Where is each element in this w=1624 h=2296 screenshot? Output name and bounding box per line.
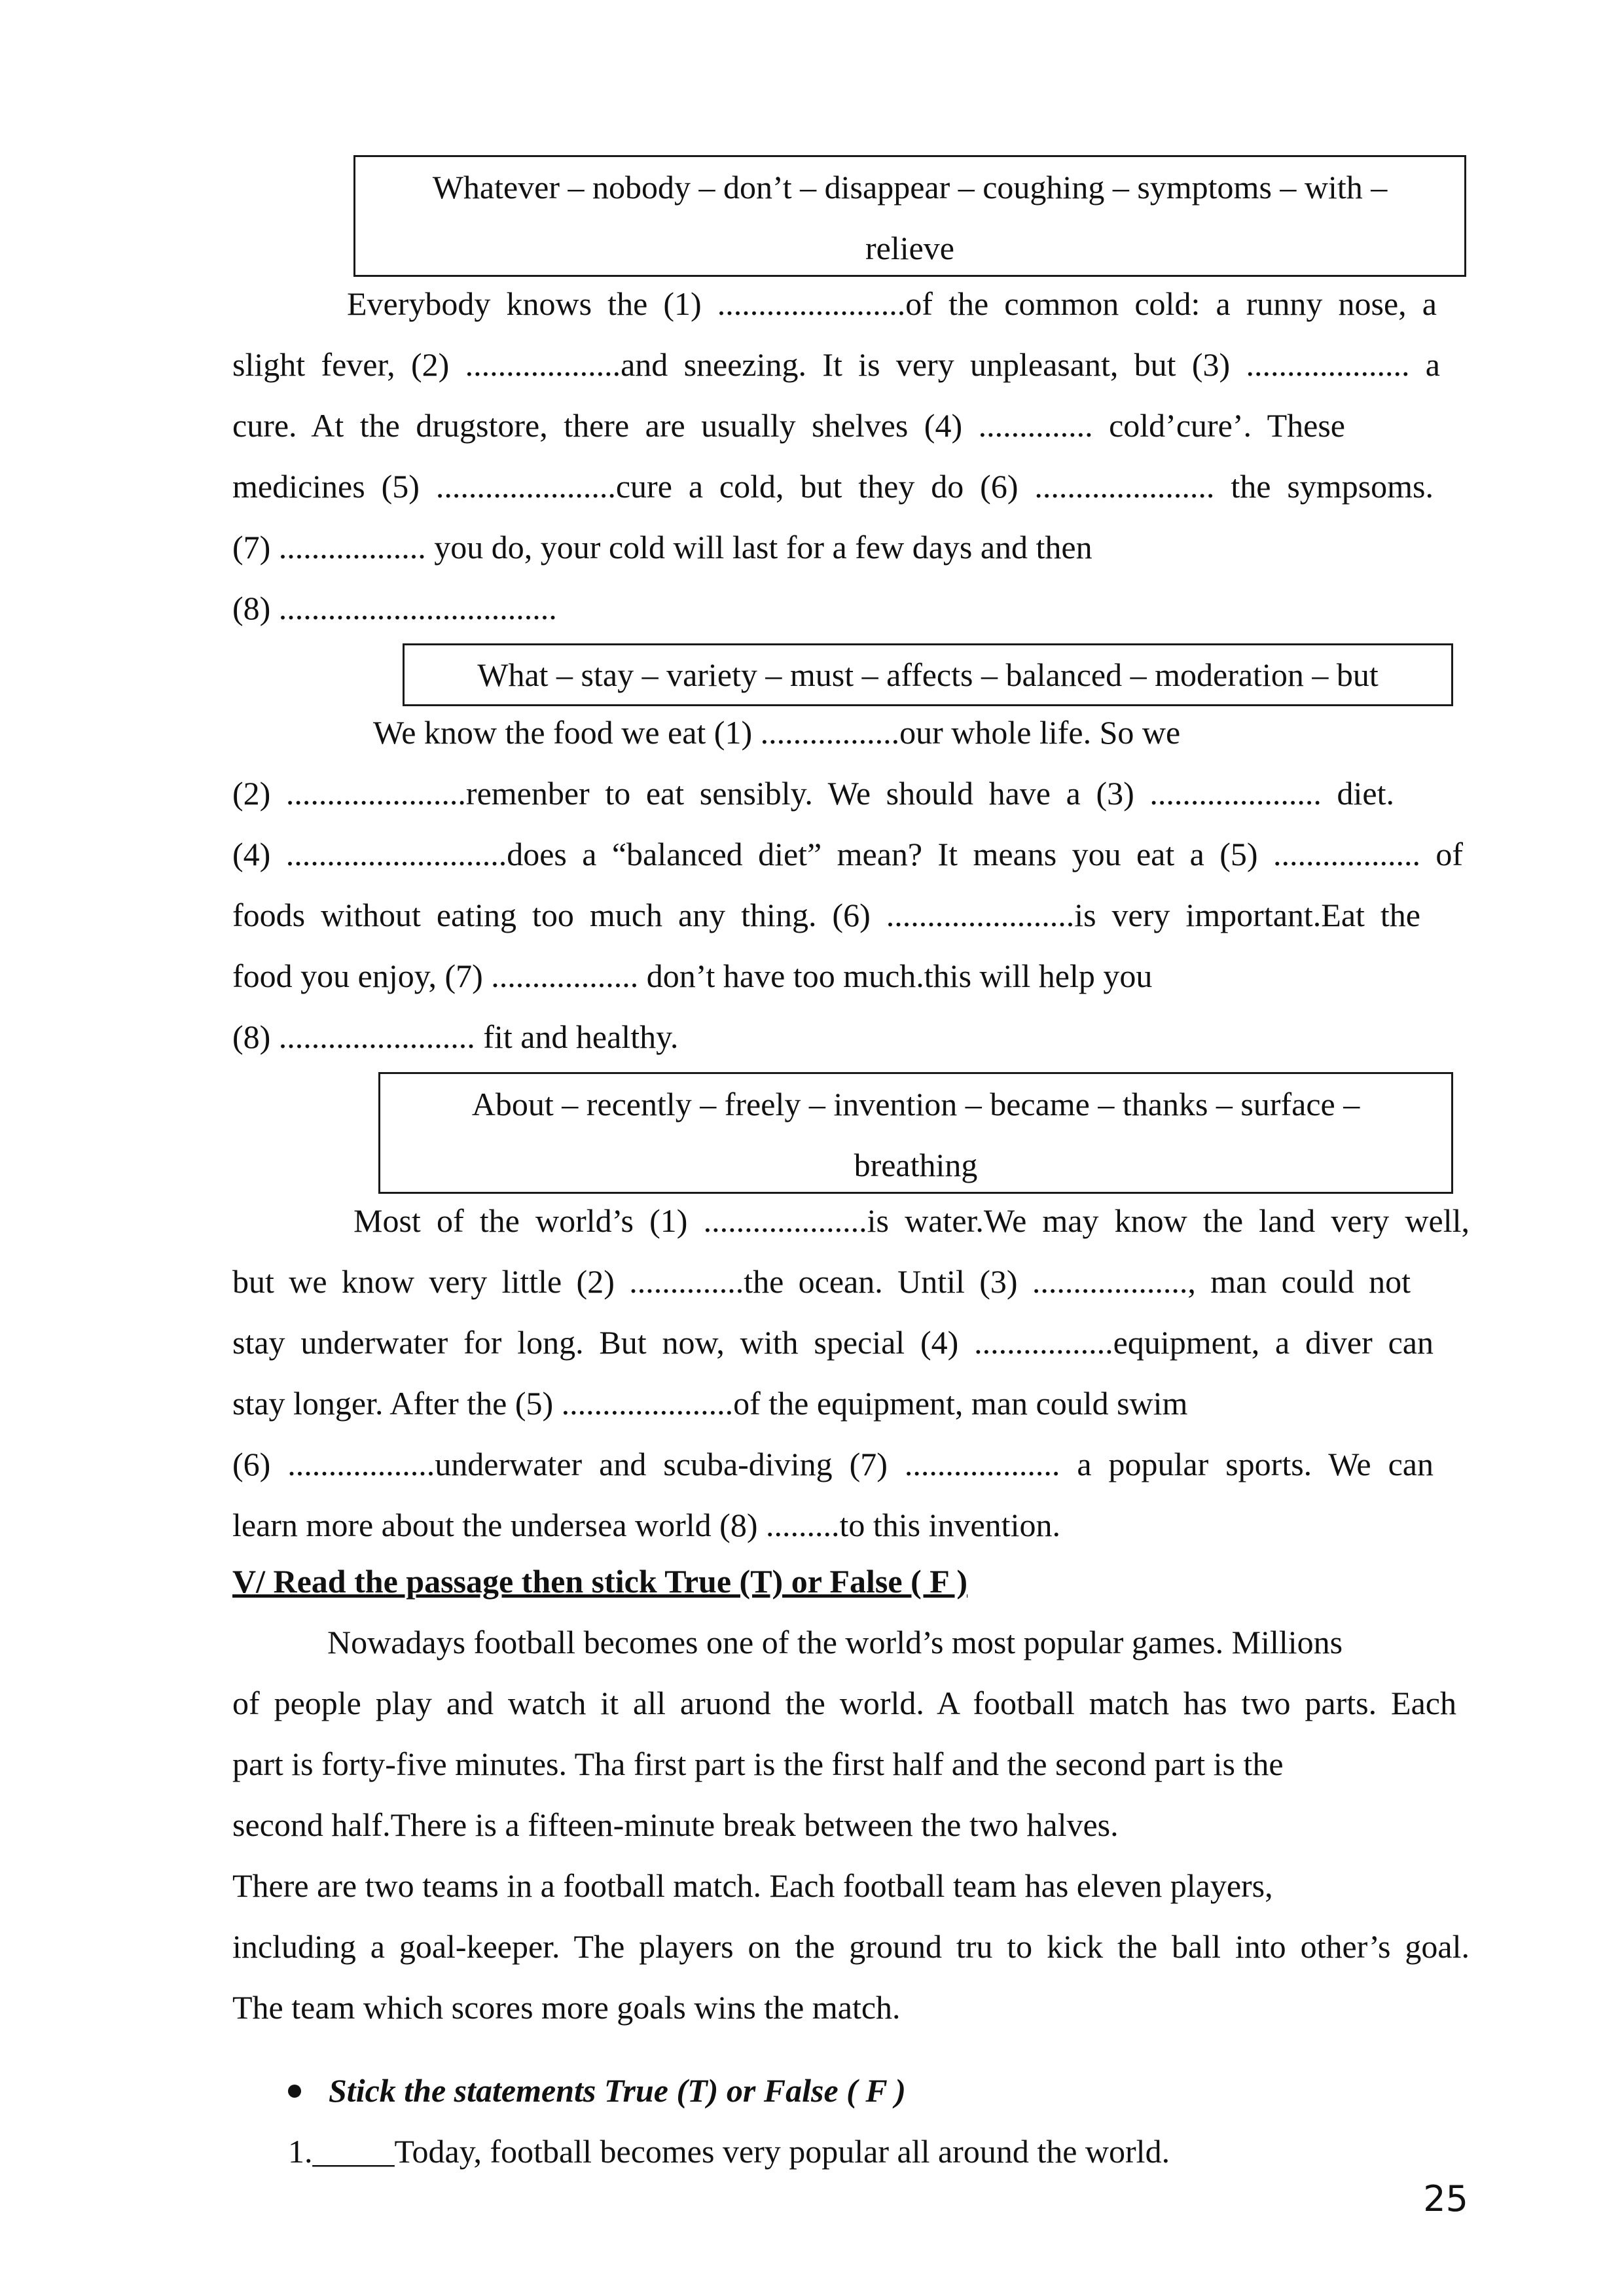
exercise1-line-1: Everybody knows the (1) .......................of the common cold: a runny nose, a [347,285,1437,322]
word-box-2-line-1: What – stay – variety – must – affects – balanced – moderation – but [477,656,1379,693]
exercise3-line-1: Most of the world’s (1) ....................is water.We may know the land very well, [353,1202,1470,1239]
word-box-1-line-2: relieve [865,230,954,266]
instruction-line: Stick the statements True (T) or False ( F ) [329,2072,906,2109]
exercise3-line-6: learn more about the undersea world (8) .........to this invention. [232,1507,1060,1543]
exercise3-line-3: stay underwater for long. But now, with special (4) .................equipment, a diver can [232,1324,1434,1361]
exercise1-line-4: medicines (5) ......................cure a cold, but they do (6) ...................... the sympsoms. [232,468,1434,505]
exercise1-line-5: (7) .................. you do, your cold will last for a few days and then [232,529,1092,565]
word-box-3 [378,1072,1453,1194]
exercise2-line-2: (2) ......................remenber to eat sensibly. We should have a (3) ..................... diet. [232,775,1394,812]
exercise1-line-3: cure. At the drugstore, there are usually shelves (4) .............. cold’cure’. These [232,407,1345,444]
exercise2-line-6: (8) ........................ fit and healthy. [232,1018,679,1055]
exercise2-line-4: foods without eating too much any thing. (6) .......................is very important.Eat the [232,897,1420,933]
bullet-icon [288,2085,301,2098]
passage-line-7: The team which scores more goals wins the match. [232,1989,901,2026]
exercise1-line-2: slight fever, (2) ...................and sneezing. It is very unpleasant, but (3) .................... a [232,346,1440,383]
passage-line-5: There are two teams in a football match. Each football team has eleven players, [232,1867,1273,1904]
exercise3-line-4: stay longer. After the (5) .....................of the equipment, man could swim [232,1385,1188,1422]
word-box-2 [403,643,1453,706]
passage-line-2: of people play and watch it all aruond the world. A football match has two parts. Each [232,1685,1456,1721]
exercise2-line-1: We know the food we eat (1) .................our whole life. So we [373,714,1181,751]
exercise2-line-5: food you enjoy, (7) .................. don’t have too much.this will help you [232,958,1153,994]
passage-line-3: part is forty-five minutes. Tha first part is the first half and the second part is the [232,1746,1284,1782]
page-number: 25 [1423,2178,1468,2219]
exercise3-line-5: (6) ..................underwater and scuba-diving (7) ................... a popular sports. We can [232,1446,1434,1482]
exercise3-line-2: but we know very little (2) ..............the ocean. Until (3) ..................., man could not [232,1263,1411,1300]
word-box-1-line-1: Whatever – nobody – don’t – disappear – coughing – symptoms – with – [432,169,1388,206]
statement-1: 1._____Today, football becomes very popular all around the world. [288,2133,1170,2170]
exercise1-line-6: (8) .................................. [232,590,557,626]
word-box-3-line-2: breathing [854,1147,978,1183]
word-box-1 [353,155,1466,277]
section-heading: V/ Read the passage then stick True (T) or False ( F ) [232,1563,968,1600]
exercise2-line-3: (4) ...........................does a “balanced diet” mean? It means you eat a (5) .................. of [232,836,1463,872]
word-box-3-line-1: About – recently – freely – invention – became – thanks – surface – [471,1086,1360,1122]
passage-line-6: including a goal-keeper. The players on the ground tru to kick the ball into other’s goal. [232,1928,1470,1965]
passage-line-4: second half.There is a fifteen-minute break between the two halves. [232,1806,1119,1843]
passage-line-1: Nowadays football becomes one of the world’s most popular games. Millions [327,1624,1343,1660]
